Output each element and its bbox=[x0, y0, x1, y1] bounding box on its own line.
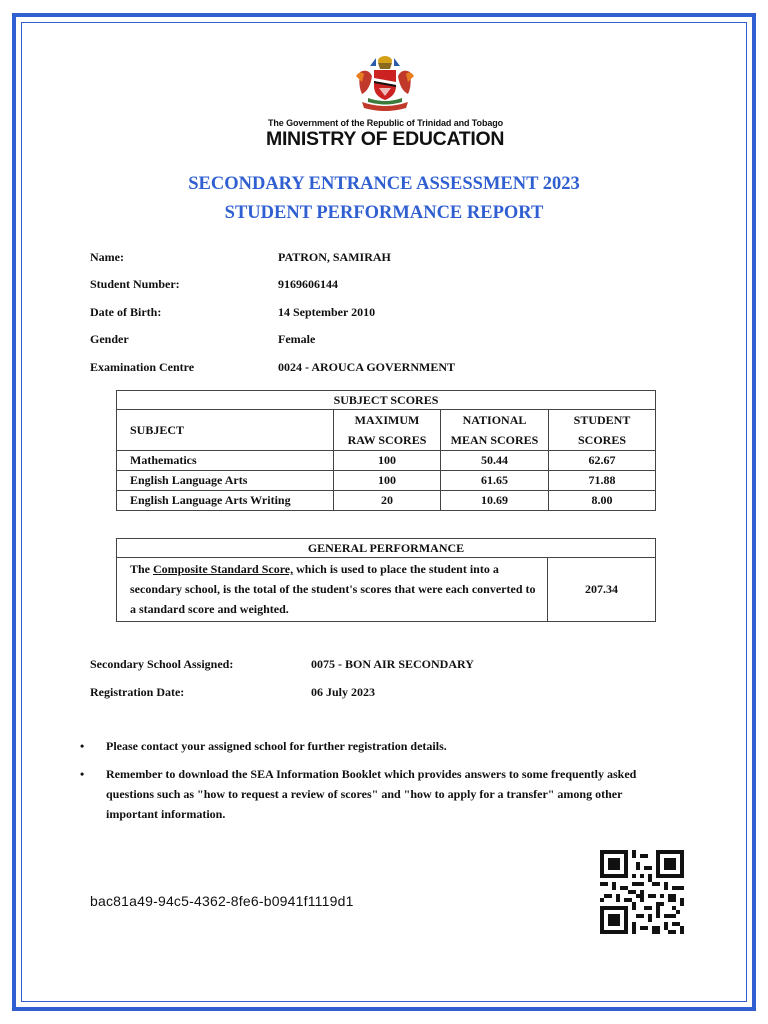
row-max: 100 bbox=[334, 451, 441, 471]
row-student: 62.67 bbox=[549, 451, 656, 471]
government-line: The Government of the Republic of Trinidad and Tobago bbox=[268, 118, 504, 128]
exam-centre-label: Examination Centre bbox=[90, 360, 195, 374]
report-title-line2: STUDENT PERFORMANCE REPORT bbox=[224, 203, 544, 223]
composite-score-term: Composite Standard Score, bbox=[153, 562, 294, 576]
row-student: 8.00 bbox=[549, 491, 656, 511]
bullet-icon: • bbox=[80, 739, 85, 753]
name-value: PATRON, SAMIRAH bbox=[278, 250, 391, 264]
bullet-icon: • bbox=[80, 767, 85, 781]
document-id: bac81a49-94c5-4362-8fe6-b0941f1119d1 bbox=[90, 893, 354, 909]
header-subject: SUBJECT bbox=[117, 410, 334, 451]
gender-value: Female bbox=[278, 332, 316, 346]
qr-code-icon bbox=[600, 850, 684, 934]
dob-label: Date of Birth: bbox=[90, 305, 162, 319]
row-national: 61.65 bbox=[441, 471, 549, 491]
dob-value: 14 September 2010 bbox=[278, 305, 376, 319]
header-student-scores: STUDENT SCORES bbox=[549, 410, 656, 451]
row-subject: Mathematics bbox=[117, 451, 334, 471]
row-student: 71.88 bbox=[549, 471, 656, 491]
table-row bbox=[117, 451, 656, 471]
gender-label: Gender bbox=[90, 332, 129, 346]
note-item: Remember to download the SEA Information Booklet which provides answers to some frequently asked questions such as "how to request a review of scores" and "how to apply for a transfer" among other important information. bbox=[106, 767, 637, 821]
row-max: 20 bbox=[334, 491, 441, 511]
row-national: 10.69 bbox=[441, 491, 549, 511]
row-subject: English Language Arts bbox=[117, 471, 334, 491]
general-performance-table bbox=[116, 538, 656, 622]
composite-score-value: 207.34 bbox=[548, 558, 656, 622]
registration-date-value: 06 July 2023 bbox=[311, 685, 376, 699]
student-number-value: 9169606144 bbox=[278, 277, 338, 291]
subject-scores-caption: SUBJECT SCORES bbox=[117, 391, 656, 410]
school-assigned-value: 0075 - BON AIR SECONDARY bbox=[311, 657, 474, 671]
header-max-raw: MAXIMUM RAW SCORES bbox=[334, 410, 441, 451]
composite-score-description: The Composite Standard Score, which is used to place the student into a secondary school, is the total of the student's scores that were each converted to a standard score and weighted. bbox=[117, 558, 548, 622]
subject-scores-table bbox=[116, 390, 656, 511]
ministry-title: MINISTRY OF EDUCATION bbox=[266, 128, 505, 150]
student-number-label: Student Number: bbox=[90, 277, 180, 291]
general-performance-caption: GENERAL PERFORMANCE bbox=[117, 539, 656, 558]
coat-of-arms-icon bbox=[352, 52, 418, 114]
header-national-mean: NATIONAL MEAN SCORES bbox=[441, 410, 549, 451]
row-subject: English Language Arts Writing bbox=[117, 491, 334, 511]
row-max: 100 bbox=[334, 471, 441, 491]
report-title-line1: SECONDARY ENTRANCE ASSESSMENT 2023 bbox=[188, 174, 580, 194]
registration-date-label: Registration Date: bbox=[90, 685, 185, 699]
exam-centre-value: 0024 - AROUCA GOVERNMENT bbox=[278, 360, 456, 374]
name-label: Name: bbox=[90, 250, 124, 264]
table-row bbox=[117, 491, 656, 511]
table-row bbox=[117, 471, 656, 491]
row-national: 50.44 bbox=[441, 451, 549, 471]
school-assigned-label: Secondary School Assigned: bbox=[90, 657, 234, 671]
note-item: Please contact your assigned school for further registration details. bbox=[106, 739, 447, 753]
